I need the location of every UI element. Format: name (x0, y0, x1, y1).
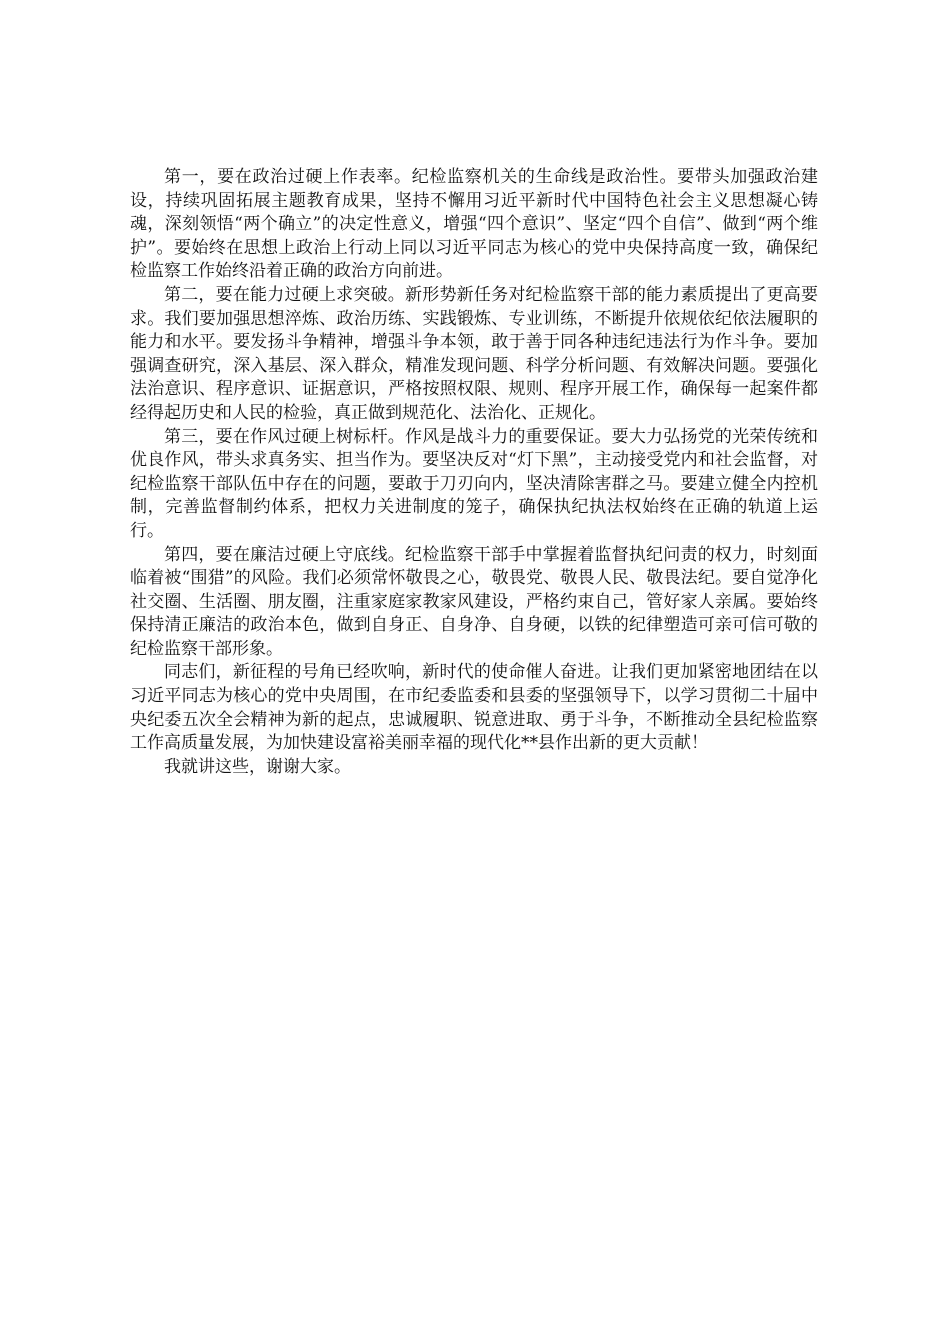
paragraph-closing: 我就讲这些，谢谢大家。 (164, 756, 351, 777)
paragraph-1: 第一，要在政治过硬上作表率。纪检监察机关的生命线是政治性。要带头加强政治建设，持续巩固拓展主题教育成果，坚持不懈用习近平新时代中国特色社会主义思想凝心铸魂，深刻领悟“两个确立”的决定性意义，增强“四个意识”、坚定“四个自信”、做到“两个维护”。要始终在思想上政治上行动上同以习近平同志为核心的党中央保持高度一致，确保纪检监察工作始终沿着正确的政治方向前进。 (130, 167, 818, 282)
paragraph-4: 第四，要在廉洁过硬上守底线。纪检监察干部手中掌握着监督执纪问责的权力，时刻面临着被“围猎”的风险。我们必须常怀敬畏之心，敬畏党、敬畏人民、敬畏法纪。要自觉净化社交圈、生活圈、朋友圈，注重家庭家教家风建设，严格约束自己，管好家人亲属。要始终保持清正廉洁的政治本色，做到自身正、自身净、自身硬，以铁的纪律塑造可亲可信可敬的纪检监察干部形象。 (130, 544, 818, 659)
paragraph-2: 第二，要在能力过硬上求突破。新形势新任务对纪检监察干部的能力素质提出了更高要求。我们要加强思想淬炼、政治历练、实践锻炼、专业训练，不断提升依规依纪依法履职的能力和水平。要发扬斗争精神，增强斗争本领，敢于善于同各种违纪违法行为作斗争。要加强调查研究，深入基层、深入群众，精准发现问题、科学分析问题、有效解决问题。要强化法治意识、程序意识、证据意识，严格按照权限、规则、程序开展工作，确保每一起案件都经得起历史和人民的检验，真正做到规范化、法治化、正规化。 (130, 284, 818, 423)
document-body (130, 166, 818, 779)
paragraph-3: 第三，要在作风过硬上树标杆。作风是战斗力的重要保证。要大力弘扬党的光荣传统和优良作风，带头求真务实、担当作为。要坚决反对“灯下黑”，主动接受党内和社会监督，对纪检监察干部队伍中存在的问题，要敢于刀刃向内，坚决清除害群之马。要建立健全内控机制，完善监督制约体系，把权力关进制度的笼子，确保执纪执法权始终在正确的轨道上运行。 (130, 426, 818, 541)
paragraph-5: 同志们，新征程的号角已经吹响，新时代的使命催人奋进。让我们更加紧密地团结在以习近平同志为核心的党中央周围，在市纪委监委和县委的坚强领导下，以学习贯彻二十届中央纪委五次全会精神为新的起点，忠诚履职、锐意进取、勇于斗争，不断推动全县纪检监察工作高质量发展，为加快建设富裕美丽幸福的现代化**县作出新的更大贡献！ (130, 662, 818, 754)
